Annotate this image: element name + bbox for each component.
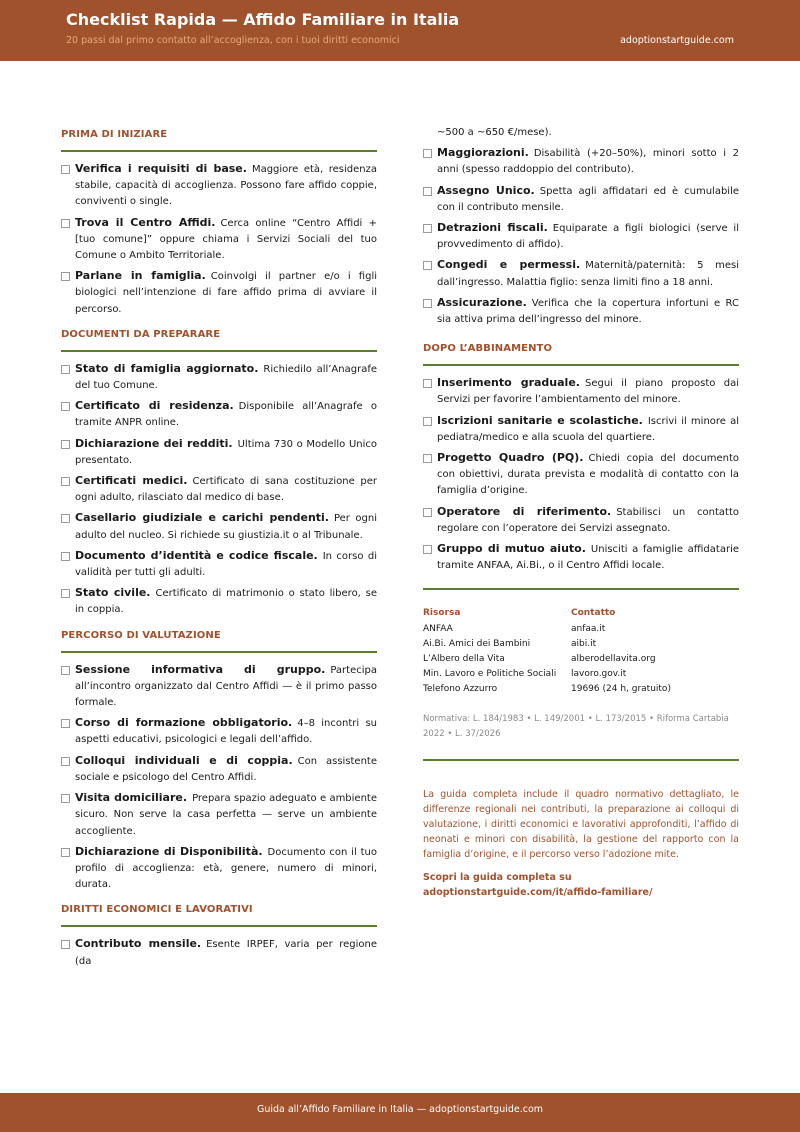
item-text: Stabilisci un contatto regolare con l’operatore dei Servizi assegnato. [437, 506, 740, 534]
checkbox-icon[interactable] [423, 299, 432, 308]
checklist-item [61, 268, 377, 318]
item-text: Iscrivi il minore al pediatra/medico e alla scuola del quartiere. [437, 415, 740, 443]
normativa-note: Normativa: L. 184/1983 • L. 149/2001 • L. 173/2015 • Riforma Cartabia 2022 • L. 37/2026 [423, 713, 729, 740]
checkbox-icon[interactable] [61, 940, 70, 949]
section-rule [61, 150, 377, 152]
checkbox-icon[interactable] [61, 272, 70, 281]
checkbox-icon[interactable] [423, 187, 432, 196]
resource-name: ANFAA [423, 623, 453, 634]
checklist-item [61, 398, 377, 431]
section-rule [61, 350, 377, 352]
checkbox-icon[interactable] [423, 508, 432, 517]
item-text: Documento con il tuo profilo di accoglienza: età, genere, numero di minori, durata. [75, 846, 377, 891]
checkbox-icon[interactable] [61, 589, 70, 598]
checkbox-icon[interactable] [61, 365, 70, 374]
checkbox-icon[interactable] [61, 219, 70, 228]
item-text: Partecipa all’incontro organizzato dal Centro Affidi — è il primo passo formale. [75, 664, 377, 709]
checklist-item [61, 936, 377, 969]
item-label: Dichiarazione dei redditi. [75, 436, 233, 450]
right-column [423, 127, 739, 900]
section-title: PRIMA DI INIZIARE [61, 129, 168, 140]
section-diritti-economici [61, 901, 377, 969]
divider-rule [423, 588, 739, 590]
checklist-item [423, 504, 739, 537]
item-label: Colloqui individuali e di coppia. [75, 753, 293, 767]
item-text: Esente IRPEF, varia per regione (da [75, 939, 377, 967]
checklist-item [423, 220, 739, 253]
item-label: Progetto Quadro (PQ). [437, 451, 584, 465]
checkbox-icon[interactable] [423, 224, 432, 233]
resources-header-resource: Risorsa [423, 608, 461, 619]
item-text: Certificato di matrimonio o stato libero, se in coppia. [75, 588, 378, 616]
resource-contact[interactable]: anfaa.it [571, 623, 606, 634]
checkbox-icon[interactable] [423, 149, 432, 158]
resources-table [423, 606, 739, 697]
checklist-item [61, 436, 377, 469]
checkbox-icon[interactable] [61, 165, 70, 174]
checklist-item [423, 450, 739, 500]
checkbox-icon[interactable] [61, 848, 70, 857]
item-text: Cerca online “Centro Affidi + [tuo comune]” oppure chiama i Servizi Sociali del tuo Comune o Ambito Territoriale. [75, 217, 377, 262]
item-label: Congedi e permessi. [437, 258, 581, 272]
item-label: Visita domiciliare. [75, 791, 188, 805]
item-text: Coinvolgi il partner e/o i figli biologici nell’intenzione di fare affido prima di avviare il percorso. [75, 271, 377, 315]
section-title: DOCUMENTI DA PREPARARE [61, 328, 221, 340]
cta-line-1: Scopri la guida completa su [423, 871, 572, 883]
page-header [0, 0, 800, 61]
checklist-item [61, 473, 377, 506]
checklist-item [423, 413, 739, 446]
checklist-item [423, 145, 739, 178]
page-title: Checklist Rapida — Affido Familiare in Italia [66, 10, 460, 29]
checkbox-icon[interactable] [61, 666, 70, 675]
item-text: Verifica che la copertura infortuni e RC sia attiva prima dell’ingresso del minore. [437, 297, 739, 326]
section-title: DOPO L’ABBINAMENTO [423, 343, 553, 355]
item-continuation-text: ~500 a ~650 €/mese). [437, 127, 552, 138]
checklist-item [423, 375, 739, 408]
checklist-item [61, 585, 377, 618]
checkbox-icon[interactable] [61, 402, 70, 411]
left-column [61, 126, 377, 978]
checklist-item [61, 715, 377, 748]
checklist-item [423, 183, 739, 216]
cta-link[interactable] [423, 870, 739, 900]
resource-name: Ai.Bi. Amici dei Bambini [423, 638, 531, 649]
section-rule [61, 651, 377, 653]
item-text: Segui il piano proposto dai Servizi per favorire l’ambientamento del minore. [437, 378, 739, 406]
item-label: Stato civile. [75, 586, 151, 600]
section-prima-di-iniziare [61, 126, 377, 318]
item-text: Disponibile all’Anagrafe o tramite ANPR online. [75, 401, 377, 429]
checklist-item [423, 541, 739, 574]
section-title: PERCORSO DI VALUTAZIONE [61, 629, 221, 641]
item-label: Documento d’identità e codice fiscale. [75, 548, 318, 562]
section-rule [61, 925, 377, 927]
item-text: Ultima 730 o Modello Unico presentato. [75, 438, 377, 466]
item-label: Sessione informativa di gruppo. [75, 662, 326, 676]
checklist-item [61, 844, 377, 894]
page-subtitle: 20 passi dal primo contatto all’accoglienza, con i tuoi diritti economici [66, 35, 400, 46]
checkbox-icon[interactable] [423, 379, 432, 388]
page-footer [0, 1093, 800, 1132]
resource-contact[interactable]: aibi.it [571, 638, 597, 649]
checkbox-icon[interactable] [423, 545, 432, 554]
item-label: Detrazioni fiscali. [437, 221, 548, 235]
checklist-item [61, 790, 377, 840]
resource-contact[interactable]: alberodellavita.org [571, 654, 656, 665]
item-text: Disabilità (+20–50%), minori sotto i 2 anni (spesso raddoppio del contributo). [437, 148, 739, 176]
checklist-item [61, 510, 377, 543]
checkbox-icon[interactable] [423, 261, 432, 270]
item-label: Gruppo di mutuo aiuto. [437, 542, 586, 556]
checklist-item [61, 548, 377, 581]
resource-name: Min. Lavoro e Politiche Sociali [423, 669, 557, 680]
resource-name: L’Albero della Vita [423, 654, 505, 665]
item-text: Spetta agli affidatari ed è cumulabile con il contributo mensile. [437, 185, 740, 213]
section-dopo-abbinamento [423, 340, 739, 574]
item-text: Certificato di sana costituzione per ogni adulto, rilasciato dal medico di base. [75, 476, 377, 504]
item-label: Casellario giudiziale e carichi pendenti. [75, 511, 329, 525]
checklist-item [61, 215, 377, 265]
item-label: Corso di formazione obbligatorio. [75, 716, 293, 730]
checklist-item [61, 161, 377, 211]
promo-text: La guida completa include il quadro normativo dettagliato, le differenze regionali nei contributi, la preparazione ai colloqui di valutazione, i diritti economici e lavorativi approfonditi, l’affido di neonati e minori con disabilità, la gestione del rapporto con la famiglia d’origine, e il percorso verso l’adozione mite. [423, 788, 739, 860]
section-documenti [61, 326, 377, 619]
item-label: Trova il Centro Affidi. [75, 215, 216, 229]
checklist-item [61, 662, 377, 712]
item-label: Assegno Unico. [437, 183, 535, 197]
item-label: Stato di famiglia aggiornato. [75, 361, 259, 375]
item-label: Iscrizioni sanitarie e scolastiche. [437, 413, 643, 427]
item-label: Operatore di riferimento. [437, 504, 612, 518]
item-text: Prepara spazio adeguato e ambiente sicuro. Non serve la casa perfetta — serve un ambiente accogliente. [75, 793, 378, 837]
checkbox-icon[interactable] [423, 417, 432, 426]
divider-rule [423, 759, 739, 761]
header-site-link[interactable]: adoptionstartguide.com [620, 35, 734, 46]
resource-contact[interactable]: lavoro.gov.it [571, 669, 627, 680]
item-label: Parlane in famiglia. [75, 269, 206, 283]
checkbox-icon[interactable] [61, 719, 70, 728]
checkbox-icon[interactable] [61, 794, 70, 803]
checklist-item [61, 361, 377, 394]
checkbox-icon[interactable] [61, 552, 70, 561]
item-text: In corso di validità per tutti gli adulti. [75, 550, 378, 579]
item-label: Certificato di residenza. [75, 399, 234, 413]
checkbox-icon[interactable] [61, 514, 70, 523]
item-label: Certificati medici. [75, 474, 188, 488]
checkbox-icon[interactable] [61, 440, 70, 449]
checklist-item [423, 295, 739, 328]
resource-contact: 19696 (24 h, gratuito) [571, 684, 671, 695]
item-text: 4–8 incontri su aspetti educativi, psicologici e legali dell’affido. [75, 718, 377, 746]
checkbox-icon[interactable] [61, 757, 70, 766]
item-text: Con assistente sociale e psicologo del Centro Affidi. [75, 755, 377, 783]
resource-name: Telefono Azzurro [423, 684, 498, 695]
item-text: Maternità/paternità: 5 mesi dall’ingresso. Malattia figlio: senza limiti fino a 18 anni. [437, 260, 739, 288]
item-label: Maggiorazioni. [437, 146, 529, 160]
checklist-item [423, 257, 739, 290]
checkbox-icon[interactable] [61, 477, 70, 486]
checkbox-icon[interactable] [423, 454, 432, 463]
item-label: Inserimento graduale. [437, 376, 580, 390]
section-title: DIRITTI ECONOMICI E LAVORATIVI [61, 904, 253, 916]
resources-header-contact: Contatto [571, 608, 616, 619]
item-text: Equiparate a figli biologici (serve il provvedimento di affido). [437, 223, 739, 251]
item-label: Contributo mensile. [75, 937, 202, 951]
item-text: Unisciti a famiglie affidatarie tramite ANFAA, Ai.Bi., o il Centro Affidi locale. [437, 544, 739, 572]
footer-text: Guida all’Affido Familiare in Italia — adoptionstartguide.com [256, 1104, 544, 1115]
item-text: Chiedi copia del documento con obiettivi, durata prevista e modalità di contatto con la famiglia d’origine. [437, 453, 740, 497]
item-text: Richiedilo all’Anagrafe del tuo Comune. [75, 363, 377, 392]
cta-url[interactable]: adoptionstartguide.com/it/affido-familiare/ [423, 886, 653, 898]
item-label: Dichiarazione di Disponibilità. [75, 844, 263, 858]
item-text: Per ogni adulto del nucleo. Si richiede su giustizia.it o al Tribunale. [75, 513, 377, 541]
item-text: Maggiore età, residenza stabile, capacità di accoglienza. Possono fare affido coppie, conviventi o single. [75, 164, 377, 208]
section-rule [423, 364, 739, 366]
item-label: Verifica i requisiti di base. [75, 162, 247, 175]
section-percorso-valutazione [61, 627, 377, 894]
checklist-item [61, 753, 377, 786]
item-label: Assicurazione. [437, 295, 527, 309]
